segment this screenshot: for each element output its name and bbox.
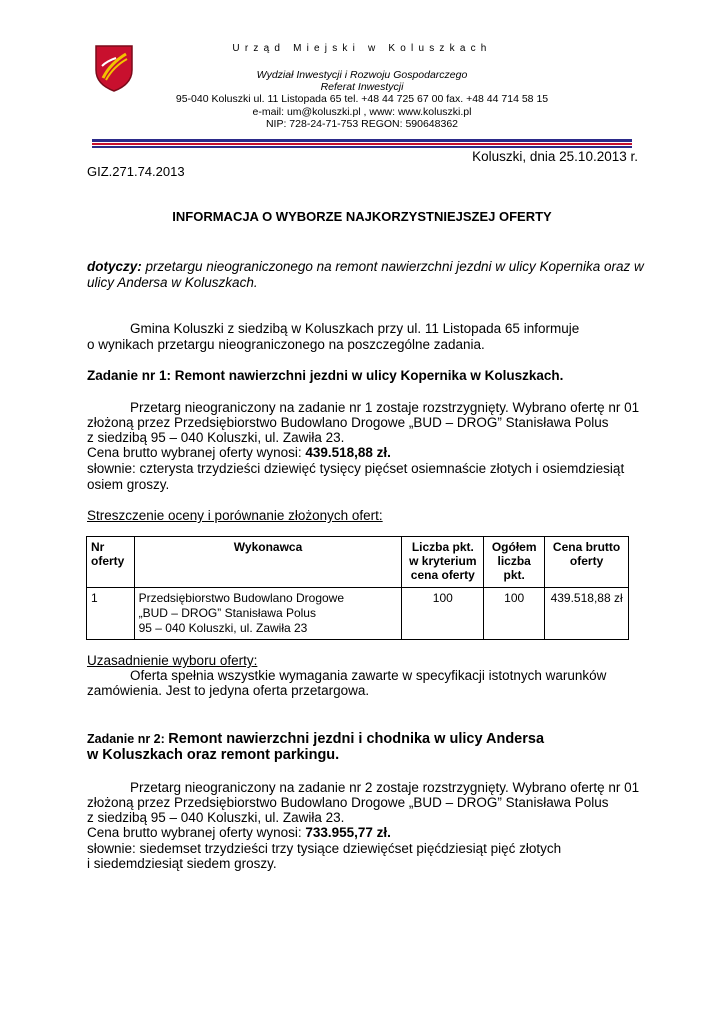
office-address: 95-040 Koluszki ul. 11 Listopada 65 tel. +48 44 725 67 00 fax. +48 44 714 58 15 <box>175 93 549 105</box>
task2-label: Zadanie nr 2: <box>87 732 169 746</box>
task2-heading-line-1 <box>87 731 647 748</box>
offer-contractor <box>134 588 402 640</box>
task1-price-words: słownie: czterysta trzydzieści dziewięć tysięcy pięćset osiemnaście złotych i osiemdziesiąt osiem groszy. <box>87 461 625 492</box>
contractor-line-2: „BUD – DROG” Stanisława Polus <box>138 606 316 620</box>
subject-paragraph <box>87 259 647 290</box>
justification-heading: Uzasadnienie wyboru oferty: <box>87 653 258 668</box>
task1-price-line <box>87 445 647 461</box>
summary-heading: Streszczenie oceny i porównanie złożonych ofert: <box>87 508 383 523</box>
subject-text: przetargu nieograniczonego na remont nawierzchni jezdni w ulicy Kopernika oraz w ulicy Andersa w Koluszkach. <box>87 259 644 290</box>
offer-total-points: 100 <box>484 588 545 640</box>
header-rule-red <box>92 143 632 145</box>
office-name: Urząd Miejski w Koluszkach <box>232 43 492 54</box>
offer-price-points: 100 <box>402 588 484 640</box>
offers-table <box>86 536 629 640</box>
justification-line-2: zamówienia. Jest to jedyna oferta przetargowa. <box>87 683 370 698</box>
document-title: INFORMACJA O WYBORZE NAJKORZYSTNIEJSZEJ OFERTY <box>172 209 552 224</box>
header-rule-blue <box>92 139 632 142</box>
offer-gross-price: 439.518,88 zł <box>545 588 629 640</box>
task2-price: 733.955,77 zł. <box>305 825 391 840</box>
header-gross-price: Cena brutto oferty <box>545 537 629 588</box>
contractor-line-1: Przedsiębiorstwo Budowlano Drogowe <box>138 591 345 605</box>
task1-price-label: Cena brutto wybranej oferty wynosi: <box>87 445 306 460</box>
subject-label: dotyczy: <box>87 259 142 274</box>
table-header-row <box>87 537 629 588</box>
contractor-line-3: 95 – 040 Koluszki, ul. Zawiła 23 <box>138 621 308 635</box>
header-contractor: Wykonawca <box>134 537 402 588</box>
header-price-points: Liczba pkt. w kryterium cena oferty <box>402 537 484 588</box>
header-rule-blue-2 <box>92 146 632 148</box>
task2-line-1: Przetarg nieograniczony na zadanie nr 2 zostaje rozstrzygnięty. Wybrano ofertę nr 01 <box>130 780 640 795</box>
task2-words-2: i siedemdziesiąt siedem groszy. <box>87 856 277 871</box>
task1-price: 439.518,88 zł. <box>305 445 391 460</box>
task2-heading-1: Remont nawierzchni jezdni i chodnika w ulicy Andersa <box>168 731 545 747</box>
task2-price-line <box>87 825 647 841</box>
case-signature: GIZ.271.74.2013 <box>87 164 185 179</box>
task1-line-2: złożoną przez Przedsiębiorstwo Budowlano Drogowe „BUD – DROG” Stanisława Polus <box>87 415 609 430</box>
justification-line-1: Oferta spełnia wszystkie wymagania zawarte w specyfikacji istotnych warunków <box>130 668 607 683</box>
table-row <box>87 588 629 640</box>
office-ids: NIP: 728-24-71-753 REGON: 590648362 <box>265 118 459 130</box>
header-offer-number: Nr oferty <box>87 537 135 588</box>
task2-line-2: złożoną przez Przedsiębiorstwo Budowlano Drogowe „BUD – DROG” Stanisława Polus <box>87 795 609 810</box>
office-contact: e-mail: um@koluszki.pl , www: www.koluszki.pl <box>252 106 472 118</box>
task2-words-1: słownie: siedemset trzydzieści trzy tysiące dziewięćset pięćdziesiąt pięć złotych <box>87 841 562 856</box>
document-date: Koluszki, dnia 25.10.2013 r. <box>472 149 638 164</box>
unit-name: Referat Inwestycji <box>320 81 404 93</box>
task2-price-label: Cena brutto wybranej oferty wynosi: <box>87 825 306 840</box>
task2-line-3: z siedzibą 95 – 040 Koluszki, ul. Zawiła 23. <box>87 810 345 825</box>
intro-line-2: o wynikach przetargu nieograniczonego na poszczególne zadania. <box>87 337 485 352</box>
task2-heading-2: w Koluszkach oraz remont parkingu. <box>87 747 340 763</box>
task1-heading: Zadanie nr 1: Remont nawierzchni jezdni w ulicy Kopernika w Koluszkach. <box>87 368 564 383</box>
task1-line-1: Przetarg nieograniczony na zadanie nr 1 zostaje rozstrzygnięty. Wybrano ofertę nr 01 <box>130 400 640 415</box>
offer-number: 1 <box>87 588 135 640</box>
task1-line-3: z siedzibą 95 – 040 Koluszki, ul. Zawiła 23. <box>87 430 345 445</box>
department-name: Wydział Inwestycji i Rozwoju Gospodarczego <box>256 69 468 81</box>
header-total-points: Ogółem liczba pkt. <box>484 537 545 588</box>
intro-line-1: Gmina Koluszki z siedzibą w Koluszkach przy ul. 11 Listopada 65 informuje <box>130 321 580 336</box>
